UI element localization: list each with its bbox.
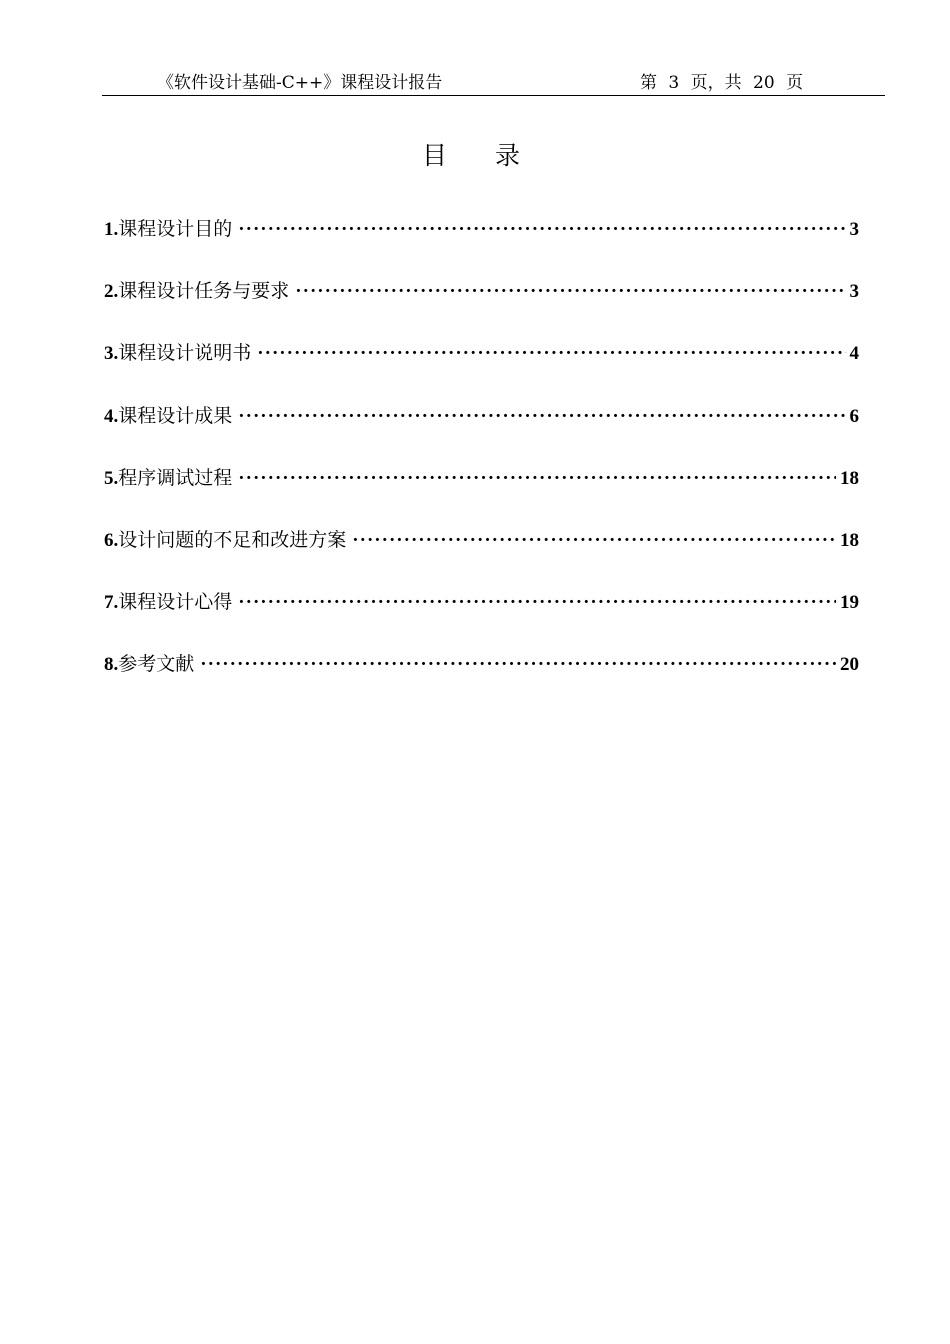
toc-entry-page: 19: [840, 592, 859, 614]
dot-leader: [257, 343, 845, 365]
toc-entry-text: 课程设计任务与要求: [118, 280, 290, 303]
toc-entry-number: 5.: [104, 467, 119, 489]
toc-entry-text: 参考文献: [118, 653, 195, 676]
dot-leader: [295, 281, 845, 303]
toc-entry-2[interactable]: [104, 276, 859, 338]
toc-entry-5[interactable]: [104, 463, 859, 525]
toc-entry-page: 3: [849, 281, 859, 303]
toc-entry-text: 课程设计心得: [118, 591, 233, 614]
toc-entry-number: 2.: [104, 281, 119, 303]
toc-entry-6[interactable]: [104, 525, 859, 587]
toc-entry-number: 4.: [104, 405, 119, 427]
toc-heading: 目录: [421, 141, 568, 170]
toc-entry-page: 18: [840, 467, 859, 489]
page-indicator: 第 3 页，共 20 页: [640, 73, 804, 93]
toc-entry-number: 7.: [104, 592, 119, 614]
toc-entry-text: 设计问题的不足和改进方案: [118, 528, 347, 551]
toc-entry-text: 课程设计成果: [118, 404, 233, 427]
toc-entry-page: 4: [849, 343, 859, 365]
report-title: 《软件设计基础-C++》课程设计报告: [157, 73, 443, 93]
toc-entry-7[interactable]: [104, 587, 859, 649]
dot-leader: [238, 219, 845, 241]
dot-leader: [352, 530, 836, 552]
toc-entry-number: 6.: [104, 529, 119, 551]
dot-leader: [238, 406, 845, 428]
toc-entry-number: 8.: [104, 654, 119, 676]
page-header: [102, 60, 885, 96]
toc-entry-text: 课程设计目的: [118, 218, 233, 240]
dot-leader: [238, 592, 836, 614]
toc-entry-number: 1.: [104, 219, 119, 240]
toc-entry-page: 6: [849, 405, 859, 427]
table-of-contents: [104, 214, 859, 712]
toc-entry-text: 程序调试过程: [118, 466, 233, 489]
dot-leader: [238, 468, 836, 490]
toc-entry-page: 3: [849, 219, 859, 240]
toc-entry-text: 课程设计说明书: [118, 342, 252, 365]
toc-entry-4[interactable]: [104, 401, 859, 463]
toc-entry-page: 18: [840, 529, 859, 551]
toc-entry-page: 20: [840, 654, 859, 676]
toc-entry-3[interactable]: [104, 338, 859, 400]
dot-leader: [200, 654, 836, 676]
toc-entry-8[interactable]: [104, 649, 859, 711]
toc-entry-1[interactable]: [104, 214, 859, 276]
toc-entry-number: 3.: [104, 343, 119, 365]
